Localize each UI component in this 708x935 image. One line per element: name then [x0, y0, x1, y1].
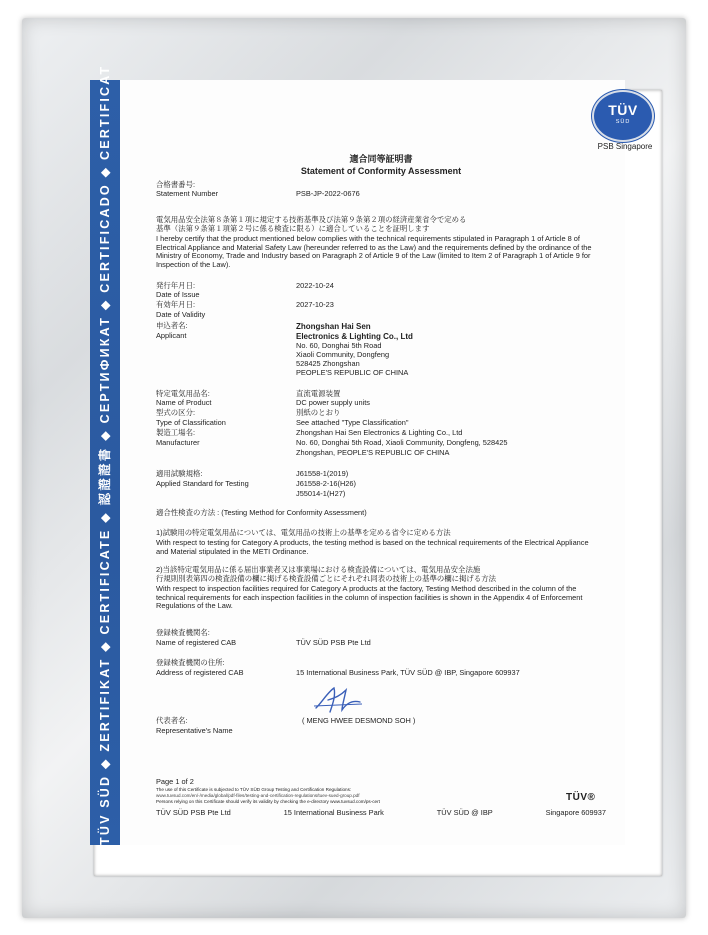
product-value-jp: 直流電源装置	[296, 389, 341, 398]
manufacturer-label-en: Manufacturer	[156, 438, 200, 447]
applicant-name1: Zhongshan Hai Sen	[296, 322, 371, 331]
standard-label-en: Applied Standard for Testing	[156, 479, 249, 488]
representative-value: ( MENG HWEE DESMOND SOH )	[302, 716, 416, 725]
statement-number-label-en: Statement Number	[156, 189, 219, 198]
footer-company: TÜV SÜD PSB Pte Ltd	[156, 808, 231, 817]
footer-ibp: TÜV SÜD @ IBP	[436, 808, 493, 817]
footer-note-2: www.tuvsud.com/en/-/media/global/pdf-files/testing-and-certification-regulations/tuev-sued-group.pdf	[156, 793, 360, 798]
certificate-paper	[90, 64, 653, 845]
statement-number-value: PSB-JP-2022-0676	[296, 189, 360, 198]
page-number: Page 1 of 2	[156, 777, 194, 786]
manufacturer-line1: Zhongshan Hai Sen Electronics & Lighting Co., Ltd	[296, 428, 463, 437]
signature	[312, 682, 364, 716]
applicant-addr4: PEOPLE'S REPUBLIC OF CHINA	[296, 368, 409, 377]
title-english: Statement of Conformity Assessment	[300, 166, 462, 176]
certificate-sidebar	[90, 64, 120, 845]
applicant-label-en: Applicant	[156, 331, 187, 340]
classification-value-en: See attached "Type Classification"	[296, 418, 409, 427]
representative-label-en: Representative's Name	[156, 726, 233, 735]
sidebar-text: TÜV SÜD ◆ ZERTIFIKAT ◆ CERTIFICATE ◆ 認證證書 ◆ СЕРТИФИКАТ ◆ CERTIFICADO ◆ CERTIFICAT	[98, 64, 112, 845]
footer-note-3: Persons relying on this Certificate should verify its validity by checking the e-directory www.tuvsud.com/ps-cert	[156, 799, 380, 804]
product-value-en: DC power supply units	[296, 398, 370, 407]
applicant-name2: Electronics & Lighting Co., Ltd	[296, 332, 413, 341]
classification-value-jp: 別紙のとおり	[296, 408, 341, 417]
certify-jp-line2: 基準（法第９条第１項第２号に係る検査に限る）に適合していることを証明します	[156, 224, 430, 233]
footer-address-line	[156, 809, 606, 818]
cab-name-label-jp: 登録検査機関名:	[156, 628, 210, 637]
tuv-mark: TÜV®	[566, 792, 596, 803]
footer-note-1: The use of this Certificate is subjected to TÜV SÜD Group Testing and Certification Regulations:	[156, 787, 352, 792]
manufacturer-label-jp: 製造工場名:	[156, 428, 196, 437]
validity-label-en: Date of Validity	[156, 310, 206, 319]
manufacturer-line2: No. 60, Donghai 5th Road, Xiaoli Community, Dongfeng, 528425	[296, 438, 508, 447]
standard-label-jp: 適用試験規格:	[156, 469, 203, 478]
applicant-label-jp: 申込者名:	[156, 321, 188, 330]
logo-sub: SÜD	[615, 119, 631, 125]
footer-park: 15 International Business Park	[283, 808, 384, 817]
issue-label-en: Date of Issue	[156, 290, 200, 299]
statement-number-label-jp: 合格書番号:	[156, 180, 196, 189]
title-japanese: 適合同等証明書	[349, 154, 413, 164]
manufacturer-line3: Zhongshan, PEOPLE'S REPUBLIC OF CHINA	[296, 448, 450, 457]
logo-caption: PSB Singapore	[597, 142, 653, 151]
representative-label-jp: 代表者名:	[156, 716, 188, 725]
cab-address-label-en: Address of registered CAB	[156, 668, 244, 677]
applicant-addr1: No. 60, Donghai 5th Road	[296, 341, 382, 350]
classification-label-jp: 型式の区分:	[156, 408, 196, 417]
method2-jp-line1: 2)当該特定電気用品に係る届出事業者又は事業場における検査設備については、電気用品安全法施	[156, 565, 481, 574]
applicant-addr3: 528425 Zhongshan	[296, 359, 360, 368]
method1-jp: 1)試験用の特定電気用品については、電気用品の技術上の基準を定める省令に定める方法	[156, 528, 451, 537]
method2-en: With respect to inspection facilities required for Category A products at the factory, Testing Method described in the column of the technical requirements for each inspection facilities in the column of inspection facilities is shown in the Appendix 4 of Enforcement Regulations of the Law.	[156, 584, 583, 611]
cab-name-label-en: Name of registered CAB	[156, 638, 237, 647]
standard-value-1: J61558-1(2019)	[296, 469, 349, 478]
method2-jp-line2: 行規則別表第四の検査設備の欄に掲げる検査設備ごとにそれぞれ同表の技術上の基準の欄に掲げる方法	[156, 574, 496, 583]
validity-value: 2027-10-23	[296, 300, 334, 309]
product-label-en: Name of Product	[156, 398, 212, 407]
certify-jp-line1: 電気用品安全法第８条第１項に規定する技術基準及び法第９条第２項の経済産業省令で定める	[156, 215, 467, 224]
cab-name-value: TÜV SÜD PSB Pte Ltd	[296, 638, 371, 647]
cab-address-label-jp: 登録検査機関の住所:	[156, 658, 225, 667]
validity-label-jp: 有効年月日:	[156, 300, 196, 309]
logo-brand: TÜV	[608, 102, 638, 118]
testing-method-heading: 適合性検査の方法 : (Testing Method for Conformity Assessment)	[156, 508, 367, 517]
product-label-jp: 特定電気用品名:	[156, 389, 210, 398]
tuv-sud-logo	[592, 90, 654, 142]
footer-city: Singapore 609937	[545, 808, 606, 817]
certificate-content	[156, 80, 653, 845]
issue-value: 2022-10-24	[296, 281, 334, 290]
applicant-addr2: Xiaoli Community, Dongfeng	[296, 350, 390, 359]
standard-value-3: J55014-1(H27)	[296, 489, 346, 498]
method1-en: With respect to testing for Category A products, the testing method is based on the technical requirements of the Electrical Appliance and Material stipulated in the METI Ordinance.	[156, 538, 589, 556]
issue-label-jp: 発行年月日:	[156, 281, 196, 290]
classification-label-en: Type of Classification	[156, 418, 226, 427]
certify-en: I hereby certify that the product mentioned below complies with the technical requirements stipulated in Paragraph 1 of Article 8 of Electrical Appliance and Material Safety Law (hereunder referred to as the Law) and the requirements defined by the ordinance of the Ministry of Economy, Trade and Industry based on Paragraph 2 of Article 9 of the Law (limited to Item 2 of Paragraph 1 of Article 9 for Inspection of the Law).	[156, 234, 592, 270]
cab-address-value: 15 International Business Park, TÜV SÜD @ IBP, Singapore 609937	[296, 668, 520, 677]
standard-value-2: J61558-2-16(H26)	[296, 479, 356, 488]
